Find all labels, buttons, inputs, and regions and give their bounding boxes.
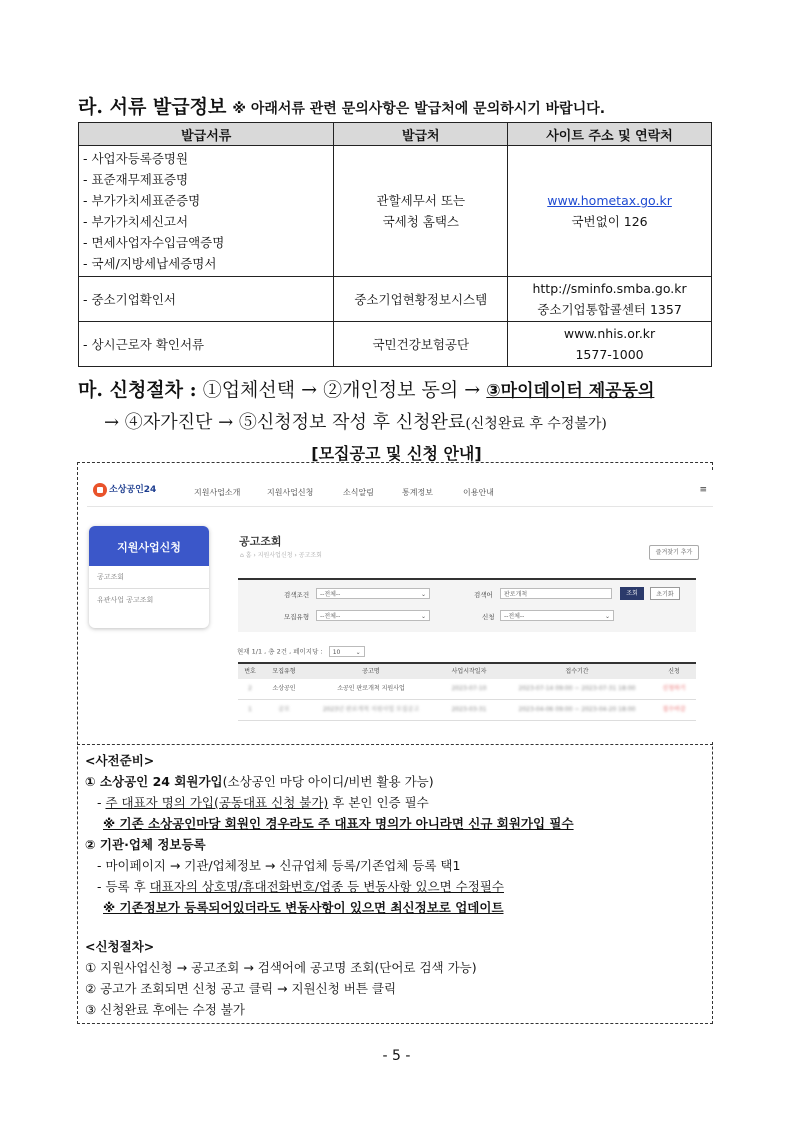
spacer — [85, 918, 705, 936]
procedure-line-2 — [104, 408, 607, 434]
apply-select[interactable] — [500, 610, 614, 621]
issuer-cell: 중소기업현황정보시스템 — [334, 277, 508, 322]
contact-text: 1577-1000 — [575, 347, 644, 362]
doc-item: - 표준재무제표증명 — [83, 172, 189, 187]
chevron-down-icon: ⌄ — [355, 649, 361, 656]
column-header: 공고명 — [362, 668, 380, 675]
doc-item: - 상시근로자 확인서류 — [79, 322, 334, 367]
side-menu-title: 지원사업신청 — [89, 526, 209, 566]
contact-text: 국번없이 126 — [571, 214, 648, 229]
procedure-line-1 — [78, 375, 654, 402]
select-value: --전체-- — [320, 591, 341, 598]
search-panel — [238, 578, 696, 632]
table-header: 발급서류 — [79, 123, 334, 146]
nav-item[interactable]: 이용안내 — [463, 488, 494, 497]
row-status[interactable]: 접수마감 — [662, 706, 686, 713]
prep-title: <사전준비> — [85, 753, 155, 768]
section-ra-title: 라. 서류 발급정보 — [78, 96, 227, 118]
nav-item[interactable]: 지원사업신청 — [267, 488, 314, 497]
keyword-input[interactable] — [500, 588, 612, 599]
doc-list-cell — [79, 146, 334, 277]
result-count — [237, 646, 365, 657]
table-header: 발급처 — [334, 123, 508, 146]
notice-table-header — [238, 662, 696, 679]
contact-cell — [508, 322, 712, 367]
document-issuance-table — [78, 122, 712, 367]
row-type: 소상공인 — [272, 685, 296, 692]
side-item-related-notice[interactable]: 유관사업 공고조회 — [97, 596, 154, 604]
chevron-down-icon: ⌄ — [420, 591, 426, 598]
per-page-select[interactable] — [329, 646, 365, 657]
site-text: www.nhis.or.kr — [563, 326, 656, 341]
doc-item: - 사업자등록증명원 — [83, 151, 189, 166]
page-number: - 5 - — [382, 1048, 411, 1064]
recruit-type-label: 모집유형 — [284, 613, 310, 621]
logo-icon — [93, 483, 107, 497]
menu-icon[interactable]: ≡ — [699, 485, 707, 495]
row-start-date: 2023-07-10 — [451, 685, 487, 692]
row-number: 2 — [248, 685, 252, 692]
count-text: 현재 1/1 , 총 2건 , 페이지당 : — [237, 647, 323, 656]
doc-item: - 중소기업확인서 — [79, 277, 334, 322]
procedure-step-3: ③마이데이터 제공동의 — [486, 381, 655, 401]
site-logo[interactable] — [93, 482, 156, 497]
prep-item-1-sub-tail: 후 본인 인증 필수 — [328, 795, 429, 810]
procedure-item: ① 지원사업신청 → 공고조회 → 검색어에 공고명 조회(단어로 검색 가능) — [85, 960, 477, 975]
prep-item-2-title: ② 기관·업체 정보등록 — [85, 837, 206, 852]
row-start-date: 2023-03-31 — [451, 706, 487, 713]
notice-table — [238, 662, 696, 721]
hometax-link[interactable]: www.hometax.go.kr — [547, 193, 672, 208]
row-number: 1 — [248, 706, 252, 713]
select-value: 10 — [332, 649, 341, 656]
logo-text: 소상공인24 — [109, 485, 157, 495]
row-status[interactable]: 신청하기 — [662, 685, 686, 692]
select-value: --전체-- — [320, 613, 341, 620]
guide-divider — [77, 744, 713, 745]
contact-cell — [508, 277, 712, 322]
guide-notes — [85, 750, 705, 1020]
column-header: 신청 — [668, 668, 680, 675]
select-value: --전체-- — [504, 613, 525, 620]
guide-title: [모집공고 및 신청 안내] — [311, 444, 482, 463]
nav-item[interactable]: 소식알림 — [343, 488, 374, 497]
section-ra-heading — [78, 92, 605, 119]
page-title: 공고조회 — [239, 535, 282, 548]
issuer-line: 관할세무서 또는 — [376, 193, 466, 208]
row-type: 공모 — [278, 706, 290, 713]
procedure-item: ③ 신청완료 후에는 수정 불가 — [85, 1002, 245, 1017]
favorite-button[interactable]: 즐겨찾기 추가 — [649, 545, 699, 560]
section-ra-note: ※ 아래서류 관련 문의사항은 발급처에 문의하시기 바랍니다. — [232, 101, 606, 117]
contact-text: 중소기업통합콜센터 1357 — [537, 302, 682, 317]
section-ma-title: 마. 신청절차 : — [78, 379, 197, 401]
prep-item-1 — [85, 771, 705, 792]
table-row[interactable] — [238, 679, 696, 700]
column-header: 접수기간 — [565, 668, 589, 675]
reset-button[interactable]: 초기화 — [650, 587, 680, 600]
search-condition-select[interactable] — [316, 588, 430, 599]
prep-item-2-warning: ※ 기존정보가 등록되어있더라도 변동사항이 있으면 최신정보로 업데이트 — [103, 900, 504, 915]
column-header: 사업시작일자 — [451, 668, 487, 675]
search-condition-label: 검색조건 — [284, 591, 310, 599]
nav-item[interactable]: 지원사업소개 — [194, 488, 241, 497]
doc-item: - 부가가치세표준증명 — [83, 193, 201, 208]
issuer-cell: 국민건강보험공단 — [334, 322, 508, 367]
prep-item-1-tail: (소상공인 마당 아이디/비번 활용 가능) — [222, 774, 434, 789]
row-title[interactable]: 2023년 판로개척 지원사업 모집공고 — [322, 706, 420, 713]
table-header: 사이트 주소 및 연락처 — [508, 123, 712, 146]
prep-item-1-warning: ※ 기존 소상공인마당 회원인 경우라도 주 대표자 명의가 아니라면 신규 회원가입 필수 — [103, 816, 574, 831]
recruit-type-select[interactable] — [316, 610, 430, 621]
column-header: 번호 — [244, 668, 256, 675]
prep-item-1-underlined: 주 대표자 명의 가입(공동대표 신청 불가) — [105, 795, 329, 810]
sub2-prefix: - 등록 후 — [97, 879, 150, 894]
procedure-item: ② 공고가 조회되면 신청 공고 클릭 → 지원신청 버튼 클릭 — [85, 981, 397, 996]
table-row — [79, 146, 712, 277]
issuer-line: 국세청 홈택스 — [382, 214, 459, 229]
table-header-row — [79, 123, 712, 146]
site-text: http://sminfo.smba.go.kr — [532, 281, 687, 296]
breadcrumb: ⌂ 홈 › 지원사업신청 › 공고조회 — [240, 552, 322, 559]
column-header: 모집유형 — [272, 668, 296, 675]
chevron-down-icon: ⌄ — [420, 613, 426, 620]
issuer-cell — [334, 146, 508, 277]
row-title[interactable]: 소공인 판로개척 지원사업 — [337, 685, 405, 692]
contact-cell — [508, 146, 712, 277]
keyword-value: 판로개척 — [504, 591, 528, 598]
keyword-label: 검색어 — [474, 591, 493, 599]
nav-item[interactable]: 통계정보 — [402, 488, 433, 497]
row-period: 2023-07-14 09:00 ~ 2023-07-31 18:00 — [518, 685, 636, 692]
table-row — [79, 277, 712, 322]
doc-item: - 면세사업자수입금액증명 — [83, 235, 225, 250]
doc-item: - 부가가치세신고서 — [83, 214, 189, 229]
procedure-steps-1: ①업체선택 → ②개인정보 동의 → — [202, 379, 481, 401]
side-menu — [89, 526, 209, 628]
chevron-down-icon: ⌄ — [604, 613, 610, 620]
apply-label: 신청 — [482, 613, 495, 621]
prep-item-1-title: ① 소상공인 24 회원가입 — [85, 774, 223, 789]
table-row — [79, 322, 712, 367]
table-row[interactable] — [238, 700, 696, 721]
prep-item-1-sub — [85, 792, 705, 813]
prep-item-2-sub2 — [85, 876, 705, 897]
prep-item-2-underlined: 대표자의 상호명/휴대전화번호/업종 등 변동사항 있으면 수정필수 — [149, 879, 504, 894]
site-nav-bar — [87, 470, 713, 507]
procedure-note: (신청완료 후 수정불가) — [465, 416, 607, 432]
search-button[interactable]: 조회 — [620, 587, 644, 600]
side-item-notice-search[interactable]: 공고조회 — [89, 566, 209, 589]
prep-item-2-sub1: - 마이페이지 → 기관/업체정보 → 신규업체 등록/기존업체 등록 택1 — [97, 858, 461, 873]
procedure-title: <신청절차> — [85, 939, 155, 954]
website-screenshot — [87, 470, 713, 742]
dash: - — [97, 795, 106, 810]
procedure-steps-2: → ④자가진단 → ⑤신청정보 작성 후 신청완료 — [104, 412, 466, 433]
row-period: 2023-04-06 09:00 ~ 2023-04-20 18:00 — [518, 706, 636, 713]
doc-item: - 국세/지방세납세증명서 — [83, 256, 217, 271]
